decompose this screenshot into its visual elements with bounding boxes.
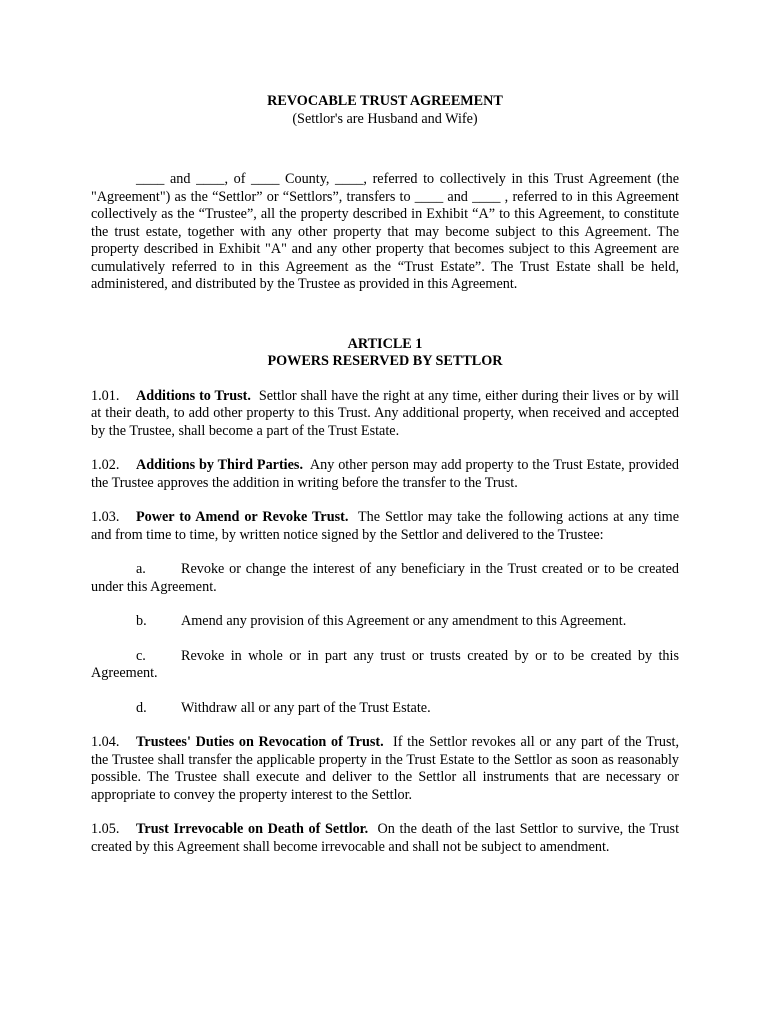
section-text: The Settlor may take the following actions at any time and from time to time, by written notice signed by the Settlor and delivered to the Trustee: [91, 509, 679, 543]
article-heading [91, 336, 679, 371]
list-letter: b. [136, 613, 147, 629]
section-text: If the Settlor revokes all or any part of the Trust, the Trustee shall transfer the applicable property in the Trust Estate to the Settlor as soon as reasonably possible. The Trustee shall execute and deliver to the Settlor all instruments that are necessary or appropriate to convey the property interest to the Settlor. [91, 734, 679, 803]
list-item-d [91, 700, 679, 718]
list-text: Withdraw all or any part of the Trust Estate. [181, 699, 431, 716]
document-subtitle: (Settlor's are Husband and Wife) [292, 110, 478, 127]
section-heading: Power to Amend or Revoke Trust. [136, 509, 349, 525]
section-text: Settlor shall have the right at any time, either during their lives or by will at their death, to add other property to this Trust. Any additional property, when received and accepted by the Trustee, shall become a part of the Trust Estate. [91, 387, 680, 439]
article-number: ARTICLE 1 [347, 335, 423, 352]
section-heading: Additions by Third Parties. [136, 457, 303, 473]
section-number: 1.05. [91, 821, 120, 837]
section-text: Any other person may add property to the Trust Estate, provided the Trustee approves the addition in writing before the transfer to the Trust. [91, 457, 679, 491]
list-text: Amend any provision of this Agreement or any amendment to this Agreement. [181, 613, 627, 629]
list-text: Revoke in whole or in part any trust or trusts created by or to be created by this Agreement. [91, 647, 679, 681]
list-letter: a. [136, 561, 146, 577]
list-text: Revoke or change the interest of any beneficiary in the Trust created or to be created under this Agreement. [91, 561, 679, 595]
section-1-05 [91, 821, 679, 856]
section-heading: Trustees' Duties on Revocation of Trust. [136, 734, 384, 750]
section-1-04 [91, 734, 679, 804]
list-letter: c. [136, 647, 146, 664]
list-letter: d. [136, 699, 147, 716]
section-heading: Additions to Trust. [136, 387, 251, 404]
section-number: 1.01. [91, 387, 120, 404]
list-item-a [91, 561, 679, 596]
section-1-01 [91, 388, 679, 441]
document-page [91, 93, 679, 856]
section-number: 1.04. [91, 734, 120, 750]
section-heading: Trust Irrevocable on Death of Settlor. [136, 821, 369, 837]
article-title: POWERS RESERVED BY SETTLOR [267, 353, 503, 369]
intro-paragraph: ____ and ____, of ____ County, ____, referred to collectively in this Trust Agreement (the "Agreement") as the “Settlor” or “Settlors”, transfers to ____ and ____ , referred to in this Agreement collectively as the “Trustee”, all the property described in Exhibit “A” to this Agreement, to constitute the trust estate, together with any other property that may become subject to this Agreement. The property described in Exhibit "A" and any other property that becomes subject to this Agreement are cumulatively referred to in this Agreement as the “Trust Estate”. The Trust Estate shall be held, administered, and distributed by the Trustee as provided in this Agreement. [91, 171, 679, 292]
document-title: REVOCABLE TRUST AGREEMENT [267, 93, 503, 109]
section-number: 1.03. [91, 509, 120, 525]
list-item-b [91, 613, 679, 631]
section-text: On the death of the last Settlor to survive, the Trust created by this Agreement shall become irrevocable and shall not be subject to amendment. [91, 821, 680, 855]
section-1-02 [91, 457, 679, 492]
section-1-03 [91, 509, 679, 544]
section-number: 1.02. [91, 457, 120, 473]
list-item-c [91, 648, 679, 683]
